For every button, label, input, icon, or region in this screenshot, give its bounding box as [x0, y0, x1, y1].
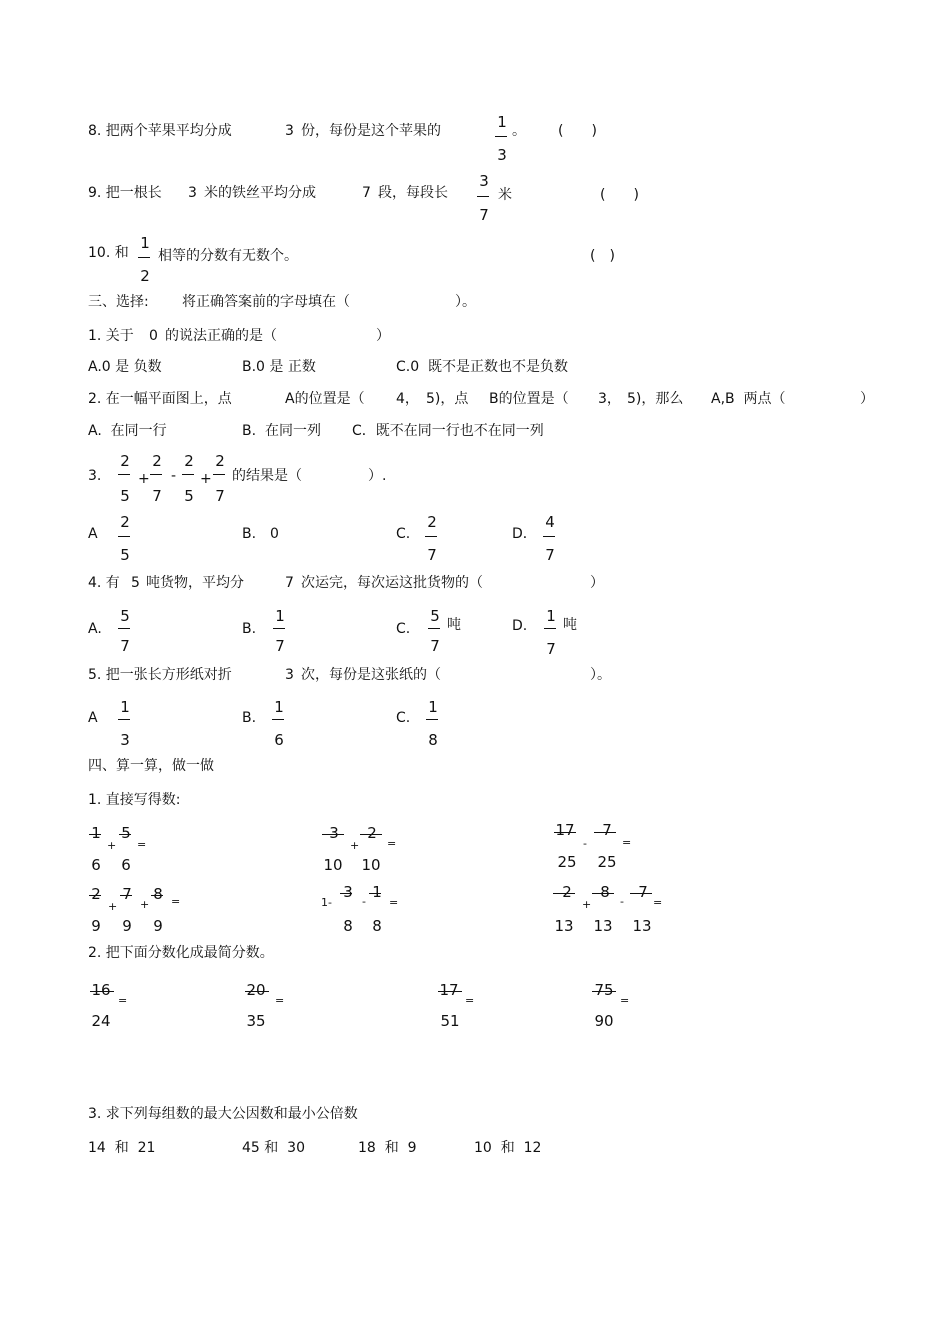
s1-r2-i3-f3-bar [630, 893, 652, 894]
c2-option-c: C．既不在同一行也不在同一列 [352, 423, 544, 439]
c3-opt-c-label: C. [396, 526, 411, 542]
c4-question: 4. 有 [88, 575, 120, 591]
c5-question: 5. 把一张长方形纸对折 [88, 667, 232, 683]
c4-number: 5 [131, 575, 140, 591]
c3-f3-den: 5 [184, 487, 194, 505]
c4-opt-b-num: 1 [275, 607, 285, 625]
c4-opt-c-den: 7 [430, 637, 440, 655]
s1-r1-i3-f1-num: 17 [555, 821, 575, 839]
c2-p1: A的位置是（ [285, 391, 365, 407]
c4-opt-a-den: 7 [120, 637, 130, 655]
s1-r2-i3-f2-bar [592, 893, 614, 894]
s1-r2-i3-f1-den: 13 [554, 917, 574, 935]
s1-r1-i2-eq: = [387, 837, 397, 850]
c4-opt-d-unit: 吨 [563, 617, 577, 633]
q8-unit: 份，每份是这个苹果的 [301, 123, 441, 139]
c4-opt-c-unit: 吨 [447, 617, 461, 633]
s1-r2-i3-f3-num: 7 [638, 883, 648, 901]
section4-title: 四、算一算，做一做 [88, 758, 214, 774]
s2-item3-eq: = [465, 994, 475, 1007]
s1-r1-i3-eq: = [622, 836, 632, 849]
c5-opt-c-num: 1 [428, 698, 438, 716]
s1-r2-i3-eq: = [653, 896, 663, 909]
c4-opt-a-label: A. [88, 621, 102, 637]
s1-r2-i1-f1-num: 2 [91, 885, 101, 903]
s1-r1-i3-f2-den: 25 [597, 853, 617, 871]
c3-op3: + [200, 471, 212, 487]
s1-r1-i1-eq: = [137, 838, 147, 851]
q8-frac-num: 1 [497, 113, 507, 131]
c3-op2: - [171, 468, 177, 484]
c1-close: ） [376, 328, 390, 344]
q8-end: 。 [512, 123, 526, 139]
s1-r2-i3-f2-num: 8 [600, 883, 610, 901]
s2-item3-bar [438, 991, 462, 992]
s1-r2-i3-op2: - [620, 895, 624, 908]
s1-r1-i2-f2-bar [360, 834, 382, 835]
c3-close: ）. [368, 468, 387, 484]
c2-v2b: 5)，那么 [627, 391, 684, 407]
s1-r1-i1-f2-num: 5 [121, 824, 131, 842]
s3-title: 3. 求下列每组数的最大公因数和最小公倍数 [88, 1106, 358, 1122]
c3-f4-num: 2 [215, 452, 225, 470]
s2-item3-den: 51 [440, 1012, 460, 1030]
s1-r2-i2-f2-bar [369, 893, 381, 894]
c3-opt-a-bar [118, 536, 130, 537]
s1-r2-i2-f1-bar [340, 893, 352, 894]
c3-opt-d-label: D． [512, 526, 537, 542]
c2-v2: 3， [598, 391, 621, 407]
c3-f4-den: 7 [215, 487, 225, 505]
c1-option-b: B.0 是 正数 [242, 359, 316, 375]
c2-v1b: 5)，点 [426, 391, 469, 407]
q9-mid: 米的铁丝平均分成 [204, 185, 316, 201]
c3-f3-bar [182, 474, 194, 475]
c3-f1-num: 2 [120, 452, 130, 470]
s1-r2-i1-f1-den: 9 [91, 917, 101, 935]
c2-tail: A,B 两点（ [711, 391, 786, 407]
c2-option-b: B. 在同一列 [242, 423, 321, 439]
c2-option-a: A. 在同一行 [88, 423, 167, 439]
c1-option-c: C.0 既不是正数也不是负数 [396, 359, 569, 375]
s3-pair-3: 18 和 9 [358, 1140, 417, 1156]
c5-opt-b-bar [272, 719, 284, 720]
c4-tail: 次运完，每次运这批货物的（ [301, 575, 483, 591]
c3-opt-c-bar [425, 536, 437, 537]
q10-frac-den: 2 [140, 267, 150, 285]
s1-r2-i3-op1: + [582, 898, 592, 911]
s1-r2-i3-f2-den: 13 [593, 917, 613, 935]
c3-opt-d-bar [543, 536, 555, 537]
s1-r1-i2-f1-bar [322, 834, 344, 835]
c4-number2: 7 [285, 575, 294, 591]
q8-frac-bar [495, 136, 507, 137]
s1-r2-i3-f3-den: 13 [632, 917, 652, 935]
s1-r1-i3-f1-bar [554, 832, 576, 833]
c3-opt-b-value: 0 [270, 526, 279, 542]
c3-opt-d-num: 4 [545, 513, 555, 531]
s1-r2-i1-f3-den: 9 [153, 917, 163, 935]
s1-r2-i2-f1-den: 8 [343, 917, 353, 935]
c5-opt-a-bar [118, 719, 130, 720]
q10-paren: ( ) [590, 248, 615, 264]
q10-text: 10. 和 [88, 245, 129, 261]
c1-question: 1. 关于 [88, 328, 134, 344]
c3-tail: 的结果是（ [232, 468, 302, 484]
q9-frac-bar [477, 196, 489, 197]
s1-r1-i1-op1: + [107, 839, 117, 852]
s2-item4-den: 90 [594, 1012, 614, 1030]
c3-f4-bar [213, 474, 225, 475]
c1-number: 0 [149, 328, 158, 344]
s1-r1-i3-f2-bar [594, 832, 616, 833]
c3-f3-num: 2 [184, 452, 194, 470]
q8-frac-den: 3 [497, 146, 507, 164]
q8-text: 8. 把两个苹果平均分成 [88, 123, 232, 139]
s1-r1-i2-f2-den: 10 [361, 856, 381, 874]
c3-opt-b-label: B. [242, 526, 257, 542]
c3-opt-c-den: 7 [427, 546, 437, 564]
c1-option-a: A.0 是 负数 [88, 359, 162, 375]
c5-close: ）。 [590, 667, 611, 683]
c5-opt-c-bar [426, 719, 438, 720]
c3-opt-c-num: 2 [427, 513, 437, 531]
c3-f2-den: 7 [152, 487, 162, 505]
c4-mid: 吨货物，平均分 [146, 575, 244, 591]
s1-r1-i2-f2-num: 2 [367, 824, 377, 842]
section3-instruction: 将正确答案前的字母填在（ [182, 294, 350, 310]
s2-item4-num: 75 [594, 981, 614, 999]
s2-item2-num: 20 [246, 981, 266, 999]
s1-r1-i3-f1-den: 25 [557, 853, 577, 871]
s1-r2-i1-eq: = [171, 895, 181, 908]
c3-f1-bar [118, 474, 130, 475]
s1-r2-i1-op1: + [108, 900, 118, 913]
q9-paren: ( ) [600, 187, 639, 203]
c5-opt-a-label: A [88, 710, 98, 726]
c4-opt-d-label: D. [512, 618, 528, 634]
s1-title: 1. 直接写得数: [88, 792, 181, 808]
c4-opt-c-num: 5 [430, 607, 440, 625]
section3-title: 三、选择: [88, 294, 149, 310]
s2-item4-bar [592, 991, 616, 992]
s1-r2-i1-op2: + [140, 898, 150, 911]
s2-item4-eq: = [620, 994, 630, 1007]
q8-number: 3 [285, 123, 294, 139]
section3-close: ）。 [455, 294, 476, 310]
c4-opt-d-num: 1 [546, 607, 556, 625]
c4-opt-b-den: 7 [275, 637, 285, 655]
c4-close: ） [590, 575, 604, 591]
s2-item2-eq: = [275, 994, 285, 1007]
q10-tail: 相等的分数有无数个。 [158, 248, 298, 264]
s1-r2-i2-op1: - [362, 895, 366, 908]
s1-r1-i3-op1: - [583, 837, 587, 850]
s1-r2-i1-f1-bar [89, 895, 101, 896]
c5-opt-c-den: 8 [428, 731, 438, 749]
c4-opt-d-bar [544, 628, 556, 629]
c4-opt-c-bar [428, 628, 440, 629]
q9-text: 9. 把一根长 [88, 185, 162, 201]
c2-p2: B的位置是（ [489, 391, 569, 407]
s1-r1-i2-op1: + [350, 839, 360, 852]
c5-number: 3 [285, 667, 294, 683]
c5-tail: 次，每份是这张纸的（ [301, 667, 441, 683]
s2-item1-bar [90, 991, 114, 992]
s2-item2-den: 35 [246, 1012, 266, 1030]
q9-mid2: 段，每段长 [378, 185, 448, 201]
q9-number: 3 [188, 185, 197, 201]
s1-r2-i3-f1-num: 2 [562, 883, 572, 901]
c1-tail: 的说法正确的是（ [165, 328, 277, 344]
s1-r2-i1-f2-num: 7 [122, 885, 132, 903]
c5-opt-b-num: 1 [274, 698, 284, 716]
s2-item1-num: 16 [91, 981, 111, 999]
c4-opt-c-label: C. [396, 621, 411, 637]
q9-number2: 7 [362, 185, 371, 201]
q9-frac-num: 3 [479, 172, 489, 190]
c2-close: ） [860, 391, 874, 407]
c3-opt-d-den: 7 [545, 546, 555, 564]
s1-r1-i1-f2-den: 6 [121, 856, 131, 874]
s1-r1-i1-f2-bar [119, 834, 131, 835]
c3-f1-den: 5 [120, 487, 130, 505]
c3-f2-bar [150, 474, 162, 475]
s1-r2-i1-f2-bar [120, 895, 132, 896]
s1-r1-i2-f1-den: 10 [323, 856, 343, 874]
c3-f2-num: 2 [152, 452, 162, 470]
s1-r2-i1-f2-den: 9 [122, 917, 132, 935]
c5-opt-a-den: 3 [120, 731, 130, 749]
s1-r2-i1-f3-num: 8 [153, 885, 163, 903]
c3-op1: + [138, 471, 150, 487]
s2-item3-num: 17 [439, 981, 459, 999]
s2-item1-den: 24 [91, 1012, 111, 1030]
s2-title: 2. 把下面分数化成最简分数。 [88, 945, 274, 961]
s1-r1-i1-f1-den: 6 [91, 856, 101, 874]
c4-opt-a-num: 5 [120, 607, 130, 625]
s1-r2-i2-f1-num: 3 [343, 883, 353, 901]
q10-frac-bar [138, 257, 150, 258]
c3-question: 3. [88, 468, 102, 484]
s3-pair-1: 14 和 21 [88, 1140, 156, 1156]
c5-opt-b-den: 6 [274, 731, 284, 749]
q9-unit: 米 [498, 187, 512, 203]
s3-pair-2: 45 和 30 [242, 1140, 305, 1156]
c5-opt-b-label: B. [242, 710, 257, 726]
s1-r1-i1-f1-num: 1 [91, 824, 101, 842]
c4-opt-a-bar [118, 628, 130, 629]
s1-r2-i2-f2-num: 1 [372, 883, 382, 901]
q10-frac-num: 1 [140, 234, 150, 252]
s1-r2-i2-f2-den: 8 [372, 917, 382, 935]
s3-pair-4: 10 和 12 [474, 1140, 542, 1156]
c2-v1: 4， [396, 391, 419, 407]
q9-frac-den: 7 [479, 206, 489, 224]
s1-r2-i3-f1-bar [553, 893, 575, 894]
c5-opt-a-num: 1 [120, 698, 130, 716]
s1-r2-i1-f3-bar [151, 895, 163, 896]
c2-question: 2. 在一幅平面图上，点 [88, 391, 232, 407]
c3-opt-a-den: 5 [120, 546, 130, 564]
c4-opt-b-bar [273, 628, 285, 629]
c3-opt-a-num: 2 [120, 513, 130, 531]
s1-r1-i1-f1-bar [89, 834, 101, 835]
s2-item2-bar [245, 991, 269, 992]
s1-r1-i3-f2-num: 7 [602, 821, 612, 839]
c4-opt-d-den: 7 [546, 640, 556, 658]
c5-opt-c-label: C. [396, 710, 411, 726]
q8-paren: ( ) [558, 123, 597, 139]
s1-r2-i2-lead: 1- [321, 896, 332, 909]
s2-item1-eq: = [118, 994, 128, 1007]
s1-r1-i2-f1-num: 3 [329, 824, 339, 842]
c3-opt-a-label: A [88, 526, 98, 542]
s1-r2-i2-eq: = [389, 896, 399, 909]
c4-opt-b-label: B. [242, 621, 257, 637]
